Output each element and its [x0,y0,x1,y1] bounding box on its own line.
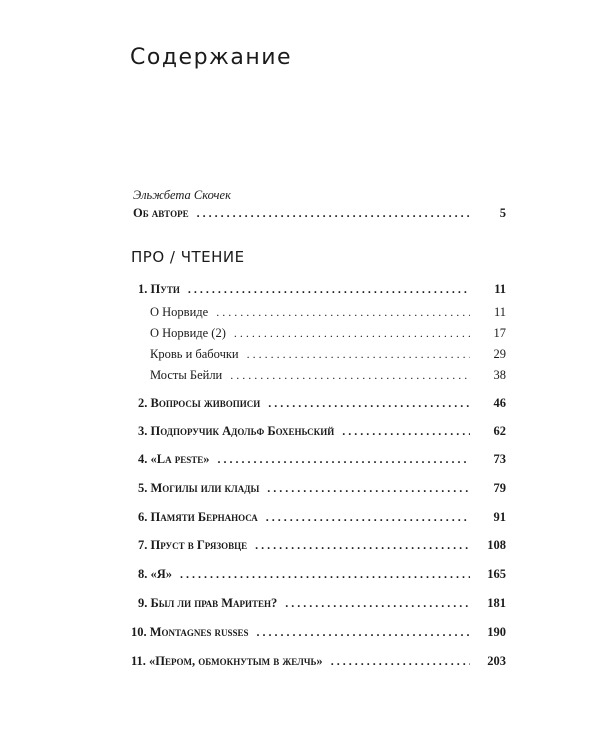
toc-entry-label: Кровь и бабочки [150,347,239,361]
toc-entry-label: Мосты Бейли [150,368,223,382]
toc-entry-label: 7. Пруст в Грязовце [138,538,248,552]
leader-dots [267,481,470,496]
toc-entry[interactable] [138,424,506,440]
toc-page-number: 165 [487,567,506,581]
toc-page-number: 91 [493,510,506,524]
toc-page-number: 17 [493,326,506,340]
toc-entry[interactable] [138,396,506,412]
leader-dots [217,452,470,467]
toc-entry-about[interactable] [133,206,506,222]
leader-dots [230,368,470,383]
toc-entry[interactable] [138,452,506,468]
toc-entry-label: 2. Вопросы живописи [138,396,261,410]
toc-page-number: 79 [493,481,506,495]
toc-entry-label: 1. Пути [138,282,180,296]
toc-page-number: 46 [493,396,506,410]
toc-page-number: 11 [494,282,506,296]
toc-page-number: 29 [493,347,506,361]
toc-entry-label: 11. «Пером, обмокнутым в желчь» [131,654,323,668]
toc-page-number: 11 [493,305,506,319]
section-heading: ПРО / ЧТЕНИЕ [131,248,245,266]
leader-dots [342,424,470,439]
toc-entry[interactable] [138,282,506,298]
toc-subentry[interactable] [150,305,506,321]
toc-entry-label: О Норвиде (2) [150,326,226,340]
toc-page-number: 190 [487,625,506,639]
toc-entry[interactable] [131,625,506,641]
toc-entry-label: 9. Был ли прав Маритен? [138,596,278,610]
toc-entry[interactable] [138,538,506,554]
toc-page-number: 108 [487,538,506,552]
leader-dots [180,567,470,582]
leader-dots [285,596,470,611]
leader-dots [188,282,470,297]
toc-page-number: 5 [499,206,506,220]
toc-entry[interactable] [138,596,506,612]
leader-dots [234,326,470,341]
toc-page-number: 73 [493,452,506,466]
toc-entry-label: 8. «Я» [138,567,173,581]
toc-entry-label: 5. Могилы или клады [138,481,260,495]
page-title: Содержание [130,44,293,70]
toc-page-number: 181 [487,596,506,610]
toc-page-number: 203 [487,654,506,668]
toc-entry-label: 3. Подпоручик Адольф Бохеньский [138,424,335,438]
toc-entry[interactable] [138,510,506,526]
leader-dots [331,654,470,669]
toc-entry-label: Об авторе [133,206,189,220]
toc-subentry[interactable] [150,326,506,342]
toc-entry[interactable] [138,567,506,583]
leader-dots [247,347,470,362]
author-name: Эльжбета Скочек [133,188,231,202]
leader-dots [268,396,470,411]
toc-page-number: 38 [493,368,506,382]
toc-entry[interactable] [131,654,506,670]
toc-entry-label: 6. Памяти Бернаноса [138,510,258,524]
leader-dots [216,305,470,320]
leader-dots [257,625,470,640]
toc-entry-label: 10. Montagnes russes [131,625,249,639]
leader-dots [266,510,470,525]
toc-entry-label: О Норвиде [150,305,209,319]
leader-dots [255,538,470,553]
toc-subentry[interactable] [150,368,506,384]
toc-entry-label: 4. «La peste» [138,452,210,466]
toc-subentry[interactable] [150,347,506,363]
toc-entry[interactable] [138,481,506,497]
toc-page-number: 62 [493,424,506,438]
leader-dots [197,206,470,221]
